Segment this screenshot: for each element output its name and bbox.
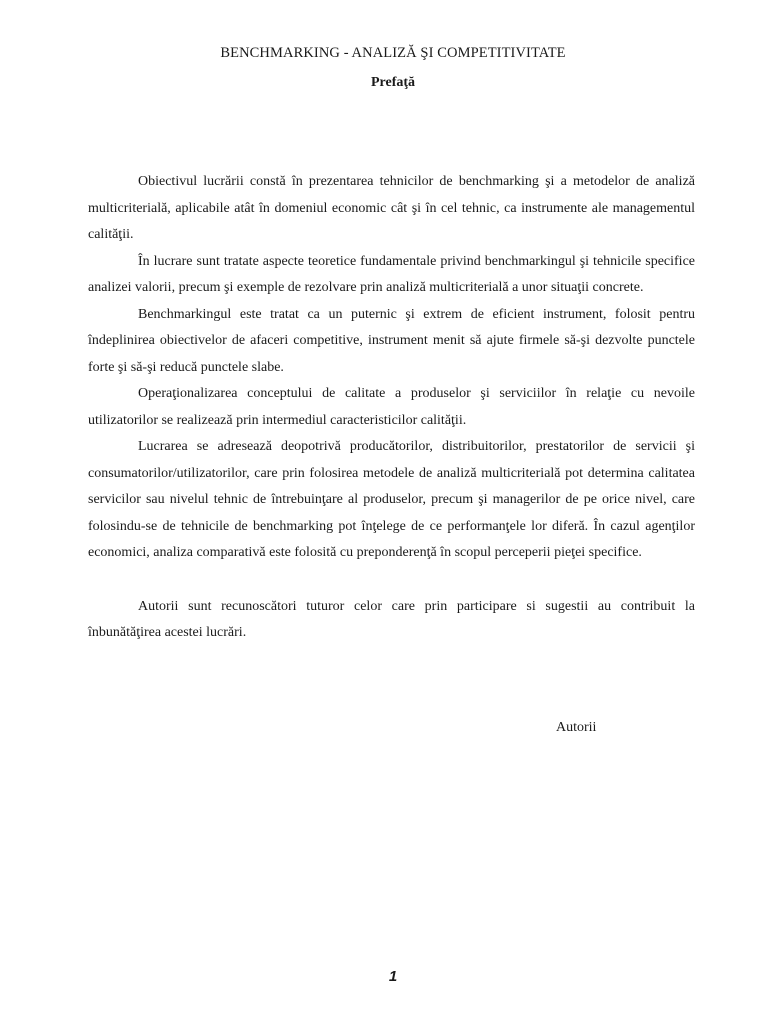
signature: Autorii — [556, 720, 597, 735]
paragraph-benchmarking: Benchmarkingul este tratat ca un puternic şi extrem de eficient instrument, folosit pentru îndeplinirea obiectivelor de afaceri competitive, instrument menit să ajute firmele să-şi dezvolte punctele forte şi să-şi reducă punctele slabe. — [88, 306, 695, 375]
document-title: BENCHMARKING - ANALIZĂ ŞI COMPETITIVITATE — [220, 45, 566, 61]
paragraph-audience: Lucrarea se adresează deopotrivă producătorilor, distribuitorilor, prestatorilor de servicii şi consumatorilor/utilizatorilor, care prin folosirea metodele de analiză multicriterială pot determina calitatea servicilor sau nivelul tehnic de întrebuinţare al produselor, precum şi managerilor de pe orice nivel, care folosindu-se de tehnicile de benchmarking pot înţelege de ce performanţele lor diferă. În cazul agenţilor economici, analiza comparativă este folosită cu preponderenţă în scopul perceperii pieţei specifice. — [88, 439, 695, 560]
document-subtitle: Prefaţă — [370, 75, 416, 90]
paragraph-objective: Obiectivul lucrării constă în prezentarea tehnicilor de benchmarking şi a metodelor de analiză multicriterială, aplicabile atât în domeniul economic cât şi în cel tehnic, ca instrumente ale managementul calităţii. — [88, 174, 695, 242]
paragraph-topics: În lucrare sunt tratate aspecte teoretice fundamentale privind benchmarkingul şi tehnicile specifice analizei valorii, precum şi exemple de rezolvare prin analiză multicriterială a unor situaţii concrete. — [88, 253, 695, 295]
preface-body — [88, 169, 695, 647]
page-number: 1 — [388, 968, 398, 985]
paragraph-quality-concept: Operaţionalizarea conceptului de calitate a produselor şi serviciilor în relaţie cu nevoile utilizatorilor se realizează prin intermediul caracteristicilor calităţii. — [88, 386, 695, 428]
paragraph-acknowledgements: Autorii sunt recunoscători tuturor celor care prin participare si sugestii au contribuit la înbunătăţirea acestei lucrări. — [88, 598, 695, 640]
